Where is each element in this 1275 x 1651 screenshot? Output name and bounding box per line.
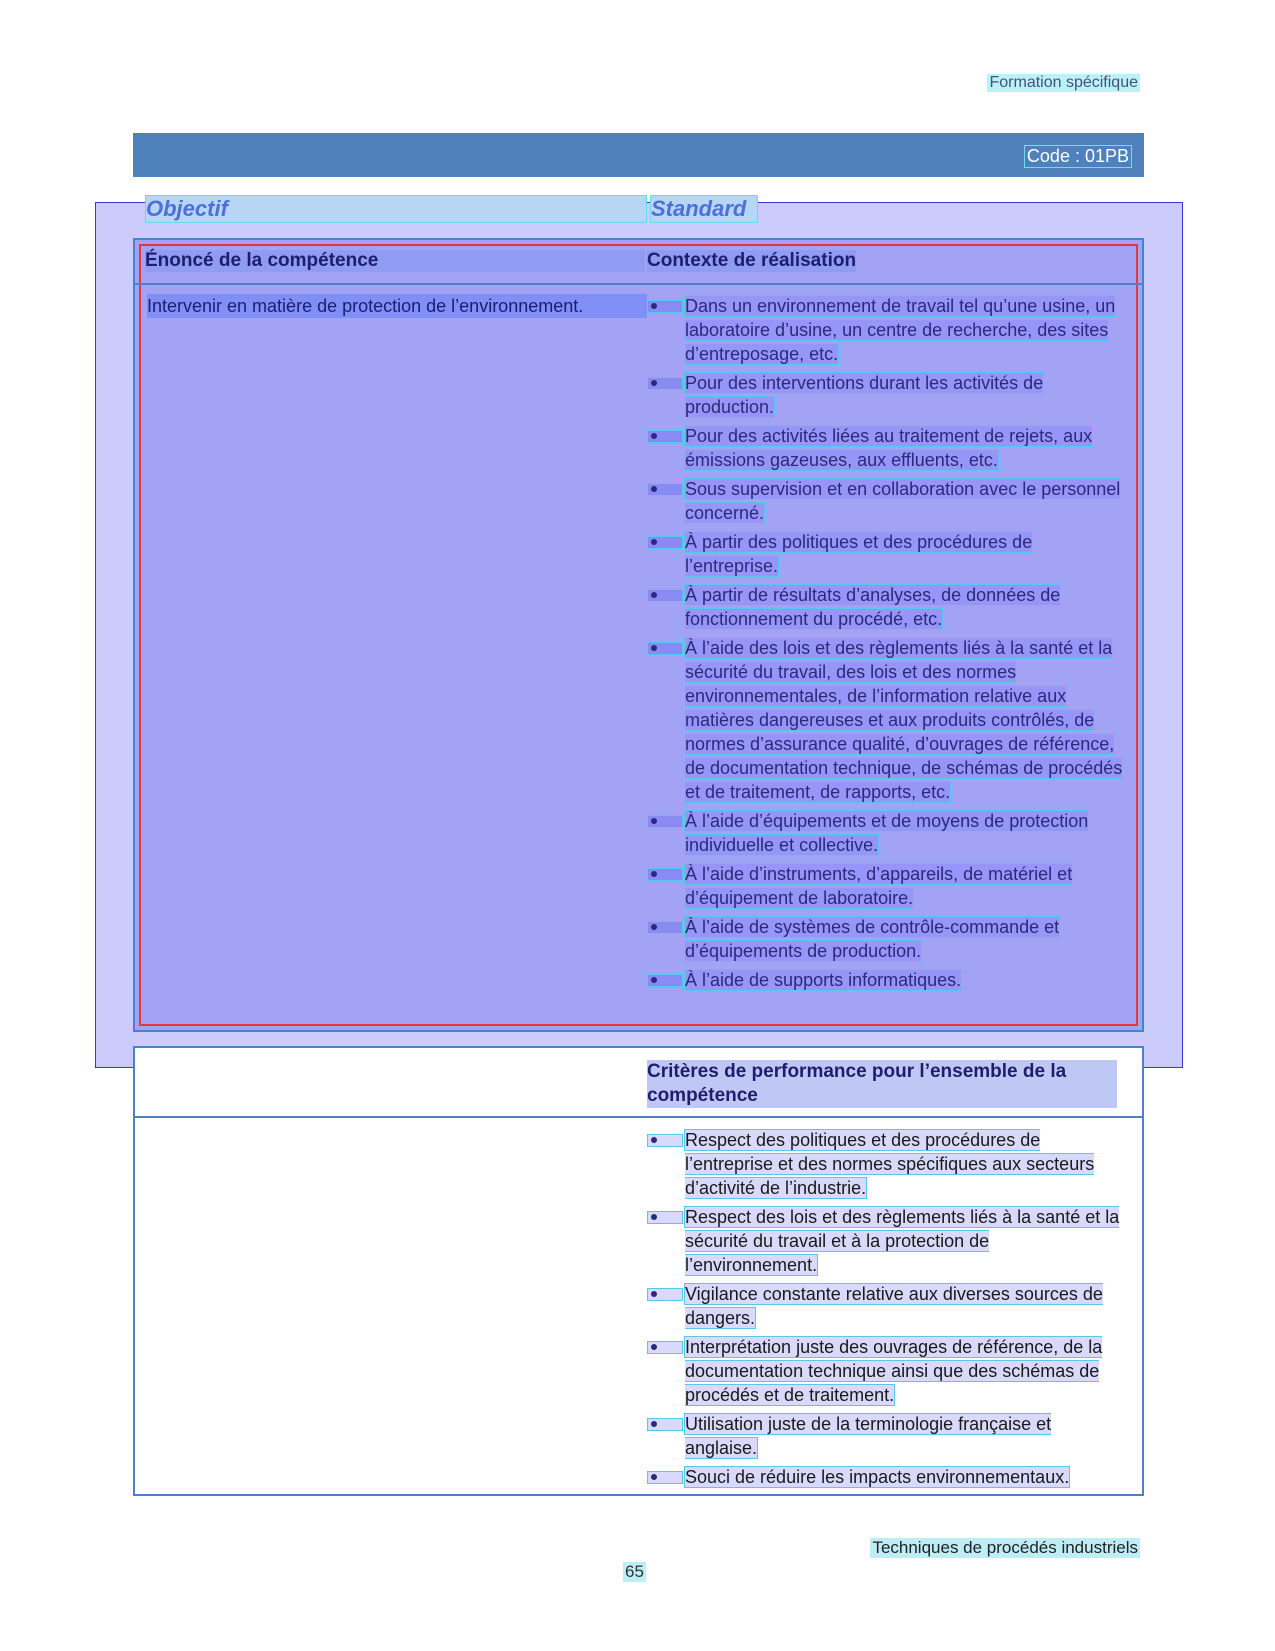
bullet-icon — [647, 1211, 683, 1224]
code-bar — [133, 133, 1144, 177]
list-item: À l’aide de supports informatiques. — [647, 968, 1125, 992]
list-item: Pour des interventions durant les activités de production. — [647, 371, 1125, 419]
contexte-list — [647, 294, 1125, 997]
bullet-icon — [647, 1134, 683, 1147]
list-item: Sous supervision et en collaboration avec le personnel concerné. — [647, 477, 1125, 525]
bullet-icon — [647, 868, 683, 881]
bullet-icon — [647, 300, 683, 313]
list-item: À l’aide des lois et des règlements liés à la santé et la sécurité du travail, des lois et des normes environnementales, de l’information relative aux matières dangereuses et aux produits contrôlés, de normes d’assurance qualité, d’ouvrages de référence, de documentation technique, de schémas de procédés et de traitement, de rapports, etc. — [647, 636, 1125, 804]
list-item: À partir de résultats d’analyses, de données de fonctionnement du procédé, etc. — [647, 583, 1125, 631]
list-item: Souci de réduire les impacts environnementaux. — [647, 1465, 1125, 1489]
enonce-text: Intervenir en matière de protection de l’environnement. — [147, 294, 647, 318]
competence-table — [133, 238, 1144, 1032]
section-label-standard: Standard — [650, 195, 758, 223]
criteres-header-rule — [135, 1116, 1142, 1118]
bullet-icon — [647, 1288, 683, 1301]
list-item: Respect des politiques et des procédures de l’entreprise et des normes spécifiques aux secteurs d’activité de l’industrie. — [647, 1128, 1125, 1200]
list-item: À l’aide d’instruments, d’appareils, de matériel et d’équipement de laboratoire. — [647, 862, 1125, 910]
bullet-icon — [647, 430, 683, 443]
bullet-icon — [647, 642, 683, 655]
list-item: À l’aide d’équipements et de moyens de protection individuelle et collective. — [647, 809, 1125, 857]
bullet-icon — [647, 536, 683, 549]
list-item: Vigilance constante relative aux diverses sources de dangers. — [647, 1282, 1125, 1330]
footer-program-title: Techniques de procédés industriels — [872, 1538, 1138, 1557]
bullet-icon — [647, 1418, 683, 1431]
list-item: Utilisation juste de la terminologie française et anglaise. — [647, 1412, 1125, 1460]
bullet-icon — [647, 1341, 683, 1354]
list-item: À partir des politiques et des procédures de l’entreprise. — [647, 530, 1125, 578]
bullet-icon — [647, 1471, 683, 1484]
section-label-objectif: Objectif — [145, 195, 647, 223]
page-number: 65 — [625, 1562, 644, 1581]
bullet-icon — [647, 974, 683, 987]
criteres-list — [647, 1128, 1125, 1494]
enonce-header: Énoncé de la compétence — [145, 250, 645, 272]
list-item: À l’aide de systèmes de contrôle-commande et d’équipements de production. — [647, 915, 1125, 963]
header-rule — [135, 283, 1142, 285]
list-item: Dans un environnement de travail tel qu’une usine, un laboratoire d’usine, un centre de recherche, des sites d’entreposage, etc. — [647, 294, 1125, 366]
contexte-header: Contexte de réalisation — [647, 250, 857, 271]
bullet-icon — [647, 815, 683, 828]
bullet-icon — [647, 589, 683, 602]
code-label: Code : 01PB — [1024, 145, 1132, 168]
list-item: Interprétation juste des ouvrages de référence, de la documentation technique ainsi que des schémas de procédés et de traitement. — [647, 1335, 1125, 1407]
list-item: Respect des lois et des règlements liés à la santé et la sécurité du travail et à la protection de l’environnement. — [647, 1205, 1125, 1277]
list-item: Pour des activités liées au traitement de rejets, aux émissions gazeuses, aux effluents, etc. — [647, 424, 1125, 472]
bullet-icon — [647, 921, 683, 934]
criteres-table — [133, 1046, 1144, 1496]
running-header: Formation spécifique — [989, 74, 1138, 91]
bullet-icon — [647, 377, 683, 390]
bullet-icon — [647, 483, 683, 496]
criteres-header: Critères de performance pour l’ensemble de la compétence — [647, 1060, 1117, 1108]
